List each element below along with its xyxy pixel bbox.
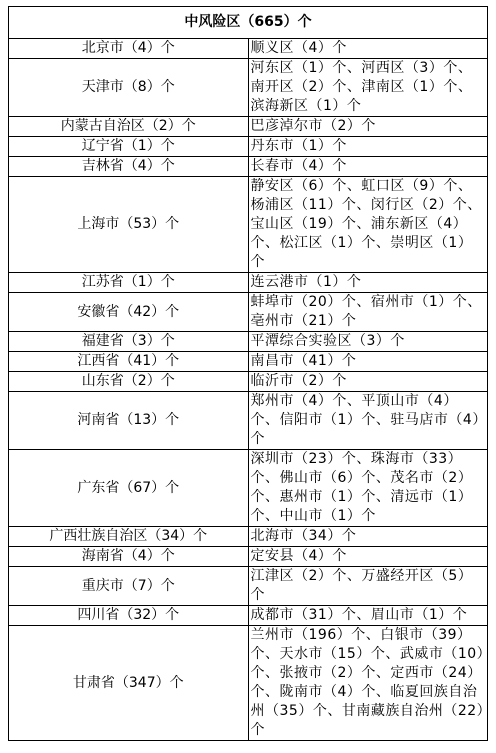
table-row xyxy=(9,137,488,157)
detail-cell: 南昌市（41）个 xyxy=(248,352,488,372)
detail-cell: 江津区（2）个、万盛经开区（5）个 xyxy=(248,567,488,606)
detail-cell: 郑州市（4）个、平顶山市（4）个、信阳市（1）个、驻马店市（4）个 xyxy=(248,392,488,450)
detail-cell: 巴彦淖尔市（2）个 xyxy=(248,117,488,137)
region-cell: 辽宁省（1）个 xyxy=(9,137,249,157)
region-cell: 广西壮族自治区（34）个 xyxy=(9,527,249,547)
table-row xyxy=(9,273,488,293)
region-cell: 福建省（3）个 xyxy=(9,332,249,352)
detail-cell: 兰州市（196）个、白银市（39）个、天水市（15）个、武威市（10）个、张掖市（2）个、定西市（24）个、陇南市（4）个、临夏回族自治州（35）个、甘南藏族自治州（22）个 xyxy=(248,626,488,741)
table-row xyxy=(9,39,488,59)
medium-risk-table xyxy=(8,6,488,741)
detail-cell: 河东区（1）个、河西区（3）个、南开区（2）个、津南区（1）个、滨海新区（1）个 xyxy=(248,59,488,117)
table-row xyxy=(9,450,488,527)
table-row xyxy=(9,157,488,177)
table-row xyxy=(9,547,488,567)
detail-cell: 平潭综合实验区（3）个 xyxy=(248,332,488,352)
detail-cell: 蚌埠市（20）个、宿州市（1）个、亳州市（21）个 xyxy=(248,293,488,332)
table-row xyxy=(9,626,488,741)
region-cell: 广东省（67）个 xyxy=(9,450,249,527)
detail-cell: 北海市（34）个 xyxy=(248,527,488,547)
detail-cell: 成都市（31）个、眉山市（1）个 xyxy=(248,606,488,626)
region-cell: 海南省（4）个 xyxy=(9,547,249,567)
detail-cell: 静安区（6）个、虹口区（9）个、杨浦区（11）个、闵行区（2）个、宝山区（19）个、浦东新区（4）个、松江区（1）个、崇明区（1）个 xyxy=(248,177,488,273)
detail-cell: 长春市（4）个 xyxy=(248,157,488,177)
table-row xyxy=(9,567,488,606)
table-row xyxy=(9,352,488,372)
region-cell: 河南省（13）个 xyxy=(9,392,249,450)
detail-cell: 定安县（4）个 xyxy=(248,547,488,567)
table-row xyxy=(9,606,488,626)
detail-cell: 顺义区（4）个 xyxy=(248,39,488,59)
table-row xyxy=(9,392,488,450)
risk-table-container xyxy=(8,6,488,741)
detail-cell: 丹东市（1）个 xyxy=(248,137,488,157)
region-cell: 四川省（32）个 xyxy=(9,606,249,626)
detail-cell: 深圳市（23）个、珠海市（33）个、佛山市（6）个、茂名市（2）个、惠州市（1）个、清远市（1）个、中山市（1）个 xyxy=(248,450,488,527)
region-cell: 上海市（53）个 xyxy=(9,177,249,273)
region-cell: 重庆市（7）个 xyxy=(9,567,249,606)
region-cell: 江苏省（1）个 xyxy=(9,273,249,293)
region-cell: 安徽省（42）个 xyxy=(9,293,249,332)
table-row xyxy=(9,59,488,117)
region-cell: 北京市（4）个 xyxy=(9,39,249,59)
table-row xyxy=(9,372,488,392)
region-cell: 山东省（2）个 xyxy=(9,372,249,392)
table-row xyxy=(9,332,488,352)
detail-cell: 连云港市（1）个 xyxy=(248,273,488,293)
detail-cell: 临沂市（2）个 xyxy=(248,372,488,392)
region-cell: 天津市（8）个 xyxy=(9,59,249,117)
region-cell: 内蒙古自治区（2）个 xyxy=(9,117,249,137)
table-row xyxy=(9,117,488,137)
table-row xyxy=(9,293,488,332)
region-cell: 江西省（41）个 xyxy=(9,352,249,372)
table-row xyxy=(9,527,488,547)
region-cell: 吉林省（4）个 xyxy=(9,157,249,177)
table-row xyxy=(9,177,488,273)
table-title-row xyxy=(9,7,488,39)
region-cell: 甘肃省（347）个 xyxy=(9,626,249,741)
table-title: 中风险区（665）个 xyxy=(9,7,488,39)
